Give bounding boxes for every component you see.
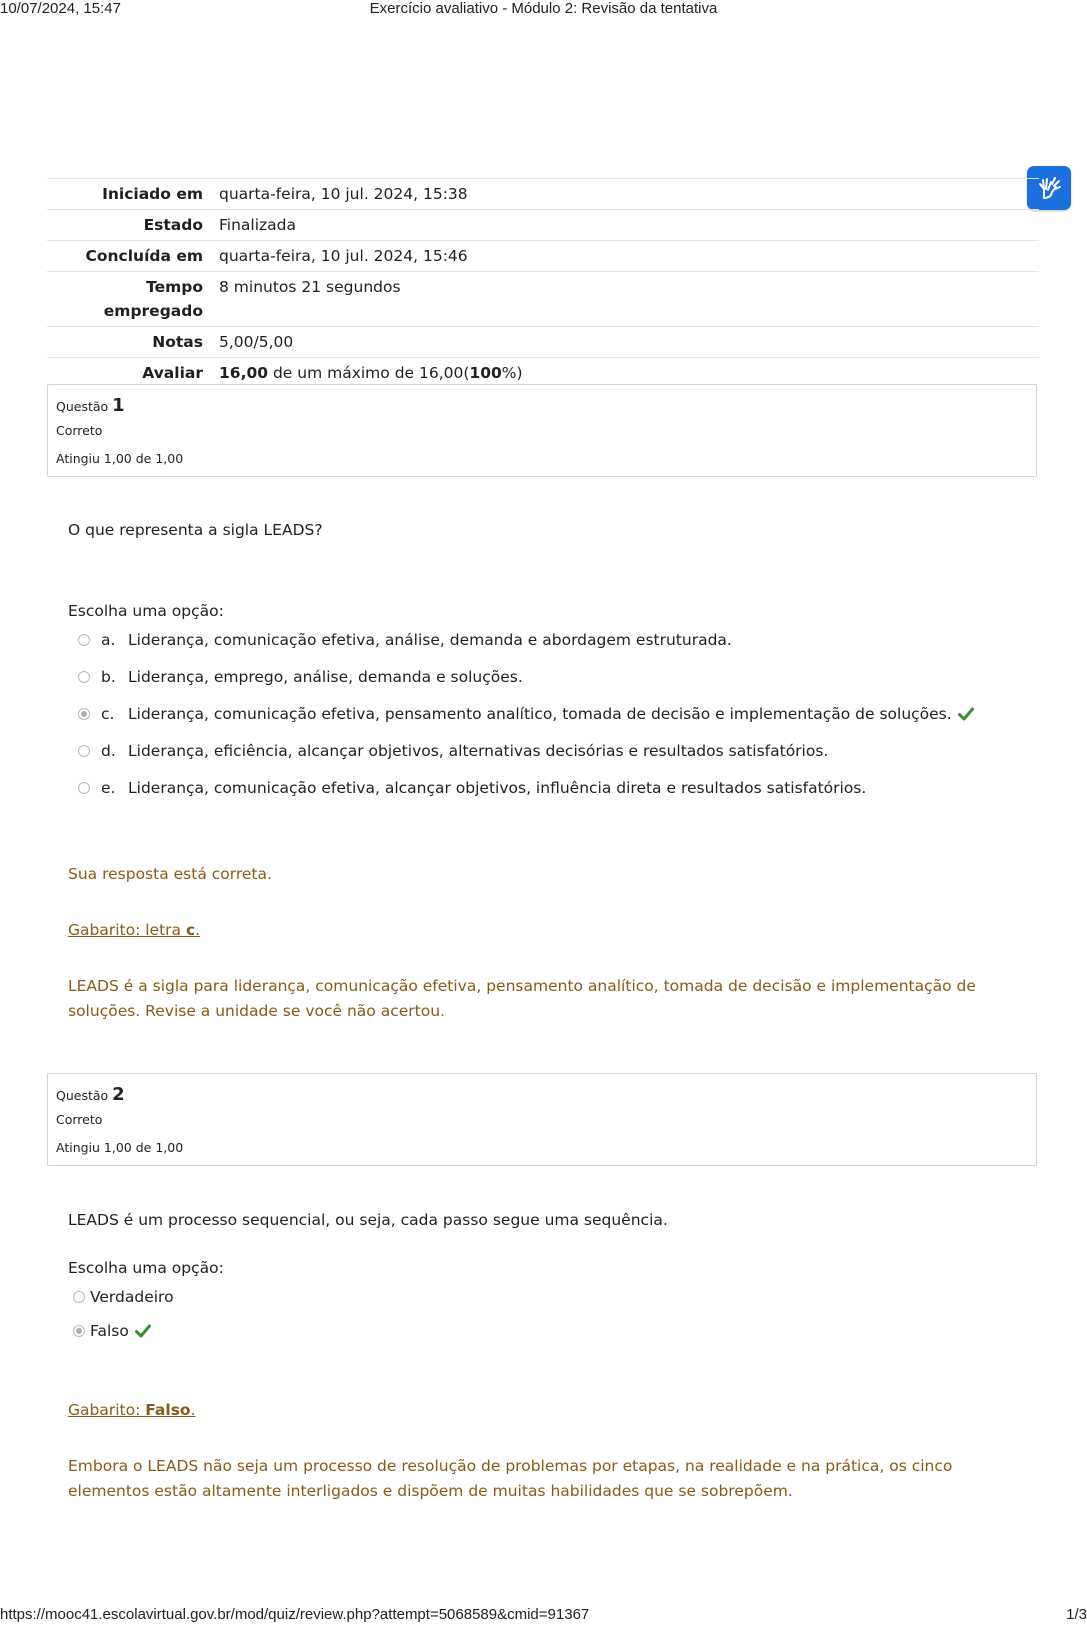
option-text: Falso — [90, 1322, 129, 1340]
answer-option-false[interactable] — [73, 1319, 151, 1343]
correct-check-icon — [135, 1324, 151, 1338]
grade-percent: 100 — [469, 364, 502, 382]
completed-value: quarta-feira, 10 jul. 2024, 15:46 — [219, 247, 468, 265]
grade-score: 16,00 — [219, 364, 269, 382]
option-letter: d. — [101, 742, 116, 760]
answer-key-value: c — [185, 921, 196, 939]
marks-value: 5,00/5,00 — [219, 333, 294, 351]
state-value: Finalizada — [219, 216, 297, 234]
grade-mid: de um máximo de 16,00( — [268, 364, 470, 382]
question-1-answer-key — [68, 918, 1008, 943]
summary-row-completed — [47, 241, 1039, 272]
question-grade: Atingiu 1,00 de 1,00 — [56, 1140, 184, 1155]
answer-option-a[interactable] — [78, 628, 732, 652]
hand-sign-language-icon — [1035, 174, 1063, 202]
radio-button-selected[interactable] — [73, 1325, 85, 1337]
question-2-number — [56, 1084, 125, 1105]
print-header — [0, 0, 1087, 18]
print-title: Exercício avaliativo - Módulo 2: Revisão da tentativa — [369, 0, 718, 17]
option-text: Liderança, comunicação efetiva, alcançar objetivos, influência direta e resultados satisfatórios. — [128, 779, 867, 797]
summary-row-marks — [47, 327, 1039, 358]
question-grade: Atingiu 1,00 de 1,00 — [56, 451, 184, 466]
print-footer — [0, 1606, 1087, 1624]
question-number: 2 — [112, 1084, 125, 1105]
answer-key-text — [68, 1401, 196, 1419]
question-1-number — [56, 395, 125, 416]
radio-button[interactable] — [73, 1291, 85, 1303]
answer-key-suffix: . — [195, 921, 201, 939]
option-text: Verdadeiro — [90, 1288, 174, 1306]
question-2-prompt: Escolha uma opção: — [68, 1259, 224, 1277]
answer-key-suffix: . — [190, 1401, 196, 1419]
time-label-line2: empregado — [103, 302, 203, 320]
attempt-summary-table — [47, 178, 1039, 388]
answer-option-true[interactable] — [73, 1285, 174, 1309]
answer-option-b[interactable] — [78, 665, 523, 689]
option-text: Liderança, emprego, análise, demanda e soluções. — [128, 668, 523, 686]
grade-end: %) — [501, 364, 523, 382]
started-value: quarta-feira, 10 jul. 2024, 15:38 — [219, 185, 468, 203]
option-text: Liderança, eficiência, alcançar objetivos, alternativas decisórias e resultados satisfatórios. — [128, 742, 829, 760]
time-label-line1: Tempo — [146, 278, 203, 296]
question-2-explanation: Embora o LEADS não seja um processo de resolução de problemas por etapas, na realidade e na prática, os cinco elementos estão altamente interligados e dispõem de muitas habilidades que se sobrepõem. — [68, 1457, 953, 1500]
print-page-number: 1/3 — [1066, 1606, 1087, 1623]
answer-option-e[interactable] — [78, 776, 866, 800]
completed-label: Concluída em — [85, 247, 203, 265]
answer-option-d[interactable] — [78, 739, 828, 763]
radio-button-selected[interactable] — [78, 708, 90, 720]
radio-button[interactable] — [78, 782, 90, 794]
option-letter: a. — [101, 631, 116, 649]
question-2-answer-key — [68, 1398, 1008, 1423]
option-text: Liderança, comunicação efetiva, pensamento analítico, tomada de decisão e implementação de soluções. — [128, 705, 952, 723]
radio-button[interactable] — [78, 745, 90, 757]
started-label: Iniciado em — [102, 185, 203, 203]
radio-button[interactable] — [78, 634, 90, 646]
question-2-info — [47, 1073, 1037, 1166]
question-1-explanation: LEADS é a sigla para liderança, comunicação efetiva, pensamento analítico, tomada de decisão e implementação de soluções. Revise a unidade se você não acertou. — [68, 977, 976, 1020]
answer-key-text — [68, 921, 200, 939]
question-1-info — [47, 384, 1037, 477]
question-state: Correto — [56, 1112, 103, 1127]
marks-label: Notas — [152, 333, 203, 351]
answer-key-prefix: Gabarito: letra — [68, 921, 186, 939]
question-label: Questão — [56, 399, 109, 414]
radio-button[interactable] — [78, 671, 90, 683]
time-value: 8 minutos 21 segundos — [219, 278, 401, 296]
answer-option-c[interactable] — [78, 702, 974, 726]
summary-row-started — [47, 179, 1039, 210]
question-number: 1 — [112, 395, 125, 416]
grade-label: Avaliar — [142, 364, 203, 382]
option-text: Liderança, comunicação efetiva, análise, demanda e abordagem estruturada. — [128, 631, 732, 649]
question-2-text: LEADS é um processo sequencial, ou seja, cada passo segue uma sequência. — [68, 1211, 668, 1229]
question-1-prompt: Escolha uma opção: — [68, 602, 224, 620]
print-date: 10/07/2024, 15:47 — [0, 0, 121, 17]
option-letter: b. — [101, 668, 116, 686]
answer-key-value: Falso — [145, 1401, 191, 1419]
correct-check-icon — [958, 707, 974, 721]
answer-key-prefix: Gabarito: — [68, 1401, 146, 1419]
state-label: Estado — [143, 216, 203, 234]
time-label — [47, 272, 219, 327]
print-url: https://mooc41.escolavirtual.gov.br/mod/quiz/review.php?attempt=5068589&cmid=91367 — [0, 1606, 590, 1623]
question-1-feedback-status: Sua resposta está correta. — [68, 865, 272, 883]
question-state: Correto — [56, 423, 103, 438]
summary-row-time — [47, 272, 1039, 327]
summary-row-state — [47, 210, 1039, 241]
option-letter: e. — [101, 779, 116, 797]
option-letter: c. — [101, 705, 115, 723]
question-1-text: O que representa a sigla LEADS? — [68, 521, 323, 539]
question-label: Questão — [56, 1088, 109, 1103]
